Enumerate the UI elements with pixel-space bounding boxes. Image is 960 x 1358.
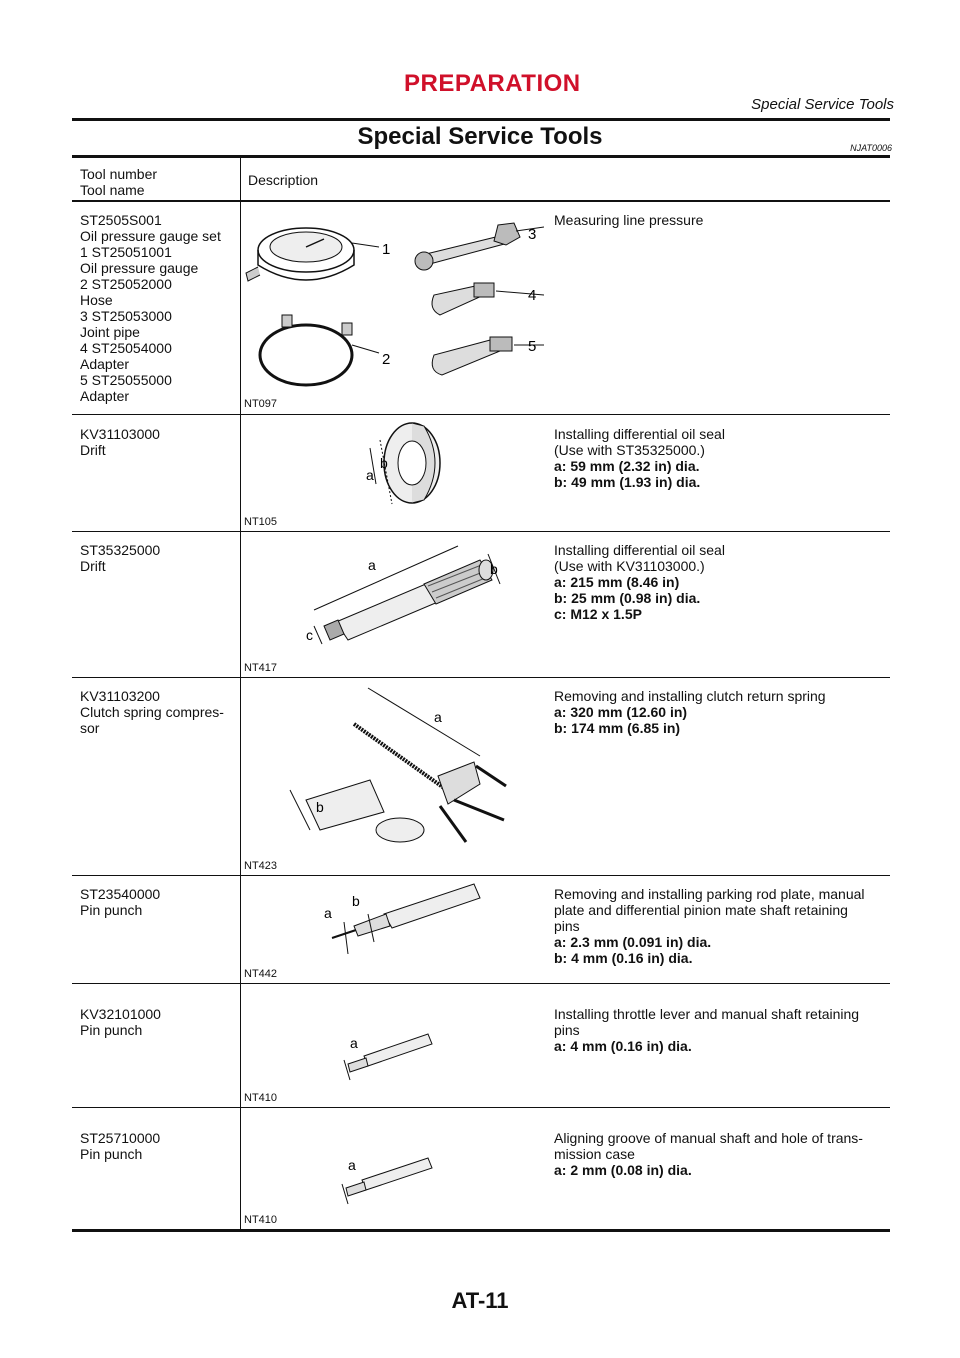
description-cell (554, 542, 725, 622)
callout-label: 1 (382, 241, 391, 258)
figure-code: NT442 (244, 968, 278, 980)
tool-name-cell: KV31103200 Clutch spring compres- sor (80, 688, 224, 736)
row-divider (72, 677, 890, 678)
tool-name-cell: KV32101000 Pin punch (80, 1006, 161, 1038)
callout-label: b (316, 799, 324, 815)
figure-code: NT423 (244, 860, 278, 872)
callout-label: a (348, 1157, 356, 1173)
callout-label: 3 (528, 226, 537, 243)
figure-code: NT410 (244, 1092, 278, 1104)
callout-label: a (324, 905, 332, 921)
pin-punch-figure (244, 1020, 544, 1094)
drift-figure (244, 534, 544, 652)
spec-line: a: 4 mm (0.16 in) dia. (554, 1038, 692, 1054)
header-rule (72, 118, 890, 121)
tool-name-cell: KV31103000 Drift (80, 426, 160, 458)
callout-label: 4 (528, 287, 537, 304)
row-divider (72, 531, 890, 532)
callout-label: a (350, 1035, 358, 1051)
table-head-rule (72, 200, 890, 202)
pin-punch-figure (244, 1150, 544, 1214)
row-divider (72, 1107, 890, 1108)
table-bottom-rule (72, 1229, 890, 1232)
description-cell (554, 688, 826, 736)
row-divider (72, 875, 890, 876)
spec-line: b: 174 mm (6.85 in) (554, 720, 681, 736)
callout-label: a (368, 557, 376, 573)
spec-line: a: 215 mm (8.46 in) (554, 574, 680, 590)
row-divider (72, 414, 890, 415)
drift-figure (244, 418, 544, 518)
description-line: Measuring line pressure (554, 212, 704, 228)
section-code: NJAT0006 (850, 143, 892, 153)
header-title: PREPARATION (404, 70, 581, 97)
spec-line: b: 25 mm (0.98 in) dia. (554, 590, 701, 606)
description-cell (554, 1006, 859, 1054)
clutch-spring-compressor-figure (244, 680, 544, 854)
callout-label: a (434, 709, 442, 725)
spec-line: a: 320 mm (12.60 in) (554, 704, 688, 720)
description-cell (554, 426, 725, 490)
description-cell (554, 212, 703, 228)
description-line: (Use with ST35325000.) (554, 442, 705, 458)
tool-name-cell: ST35325000 Drift (80, 542, 161, 574)
oil-pressure-gauge-set-figure (244, 205, 544, 387)
description-line: pins (554, 918, 580, 934)
description-line: Removing and installing parking rod plate, manual (554, 886, 865, 902)
section-title: Special Service Tools (357, 123, 603, 150)
tool-name-cell: ST23540000 Pin punch (80, 886, 161, 918)
description-line: pins (554, 1022, 580, 1038)
figure-code: NT097 (244, 398, 278, 410)
description-cell (554, 886, 865, 966)
callout-label: a (366, 467, 374, 483)
callout-label: b (490, 561, 498, 577)
spec-line: b: 4 mm (0.16 in) dia. (554, 950, 693, 966)
callout-label: b (380, 455, 388, 471)
spec-line: c: M12 x 1.5P (554, 606, 642, 622)
description-line: Aligning groove of manual shaft and hole of trans- (554, 1130, 863, 1146)
description-cell (554, 1130, 863, 1178)
table-head-tool: Tool number Tool name (80, 166, 158, 198)
description-line: Installing differential oil seal (554, 542, 725, 558)
description-line: Removing and installing clutch return spring (554, 688, 826, 704)
row-divider (72, 983, 890, 984)
description-line: mission case (554, 1146, 635, 1162)
description-line: (Use with KV31103000.) (554, 558, 705, 574)
table-head-description: Description (248, 172, 319, 188)
spec-line: a: 2.3 mm (0.091 in) dia. (554, 934, 712, 950)
tool-name-cell: ST25710000 Pin punch (80, 1130, 161, 1162)
description-line: Installing differential oil seal (554, 426, 725, 442)
description-line: Installing throttle lever and manual shaft retaining (554, 1006, 860, 1022)
page-number: AT-11 (451, 1288, 509, 1313)
callout-label: 2 (382, 351, 391, 368)
spec-line: b: 49 mm (1.93 in) dia. (554, 474, 701, 490)
figure-code: NT105 (244, 516, 278, 528)
table-top-rule (72, 155, 890, 158)
column-divider (240, 157, 241, 1229)
figure-code: NT410 (244, 1214, 278, 1226)
header-subtitle: Special Service Tools (751, 96, 894, 113)
callout-label: c (306, 627, 313, 643)
callout-label: 5 (528, 338, 537, 355)
pin-punch-figure (244, 878, 544, 962)
description-line: plate and differential pinion mate shaft retaining (554, 902, 848, 918)
figure-code: NT417 (244, 662, 278, 674)
callout-label: b (352, 893, 360, 909)
tool-name-cell: ST2505S001 Oil pressure gauge set 1 ST25051001 Oil pressure gauge 2 ST25052000 Hose 3 ST25053000 Joint pipe 4 ST25054000 Adapter 5 ST25055000 Adapter (80, 212, 221, 404)
spec-line: a: 59 mm (2.32 in) dia. (554, 458, 700, 474)
spec-line: a: 2 mm (0.08 in) dia. (554, 1162, 692, 1178)
